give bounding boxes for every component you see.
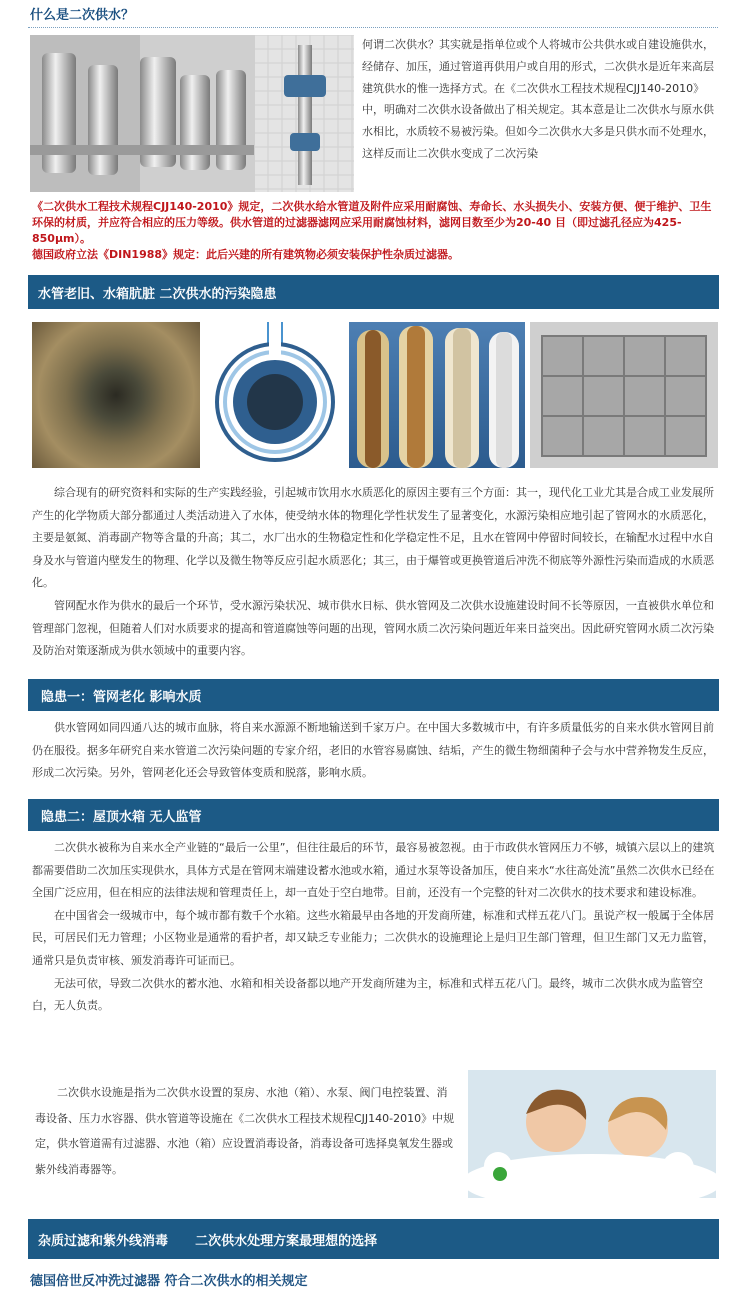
regulation-cjj140: 《二次供水工程技术规程CJJ140-2010》规定，二次供水给水管道及附件应采用耐腐蚀、寿命长、水头损失小、安装方便、便于维护、卫生环保的材质，并应符合相应的压力等级。供水管道的过滤器滤网应采用耐腐蚀材料，滤网目数至少为20-40 目（即过滤孔径应为425-850μm）。 bbox=[32, 200, 712, 245]
hazard-2-paragraph-2: 在中国省会一级城市中，每个城市都有数千个水箱。这些水箱最早由各地的开发商所建，标准和式样五花八门。虽说产权一般属于全体居民，可居民们无力管理；小区物业是通常的看护者，却又缺乏专业能力；二次供水的设施理论上是归卫生部门管理，但卫生部门又无力监管，通常只是负责审核、颁发消毒许可证而已。 bbox=[32, 908, 714, 967]
filter-subtitle: 德国倍世反冲洗过滤器 符合二次供水的相关规定 bbox=[30, 1274, 308, 1289]
hazard-2-title: 隐患二：屋顶水箱 无人监管 bbox=[41, 809, 202, 825]
pollution-causes-text bbox=[32, 482, 716, 663]
hazard-2-paragraph-1: 二次供水被称为自来水全产业链的“最后一公里”，但往往最后的环节，最容易被忽视。由于市政供水管网压力不够，城镇六层以上的建筑都需要借助二次加压实现供水，具体方式是在管网末端建设蓄水池或水箱，通过水泵等设备加压，使自来水“水往高处流”虽然二次供水已经在全国广泛应用，但在相应的法律法规和管理责任上，却一直处于空白地带。目前，还没有一个完整的针对二次供水的技术要求和建设标准。 bbox=[32, 841, 715, 900]
facilities-paragraph: 二次供水设施是指为二次供水设置的泵房、水池（箱）、水泵、阀门电控装置、消毒设备、压力水容器、供水管道等设施在《二次供水工程技术规程CJJ140-2010》中规定，供水管道需有过滤器、水池（箱）应设置消毒设备，消毒设备可选择臭氧发生器或紫外线消毒器等。 bbox=[35, 1086, 455, 1176]
rusted-pipes-illustration bbox=[349, 322, 525, 468]
hazard-2-text bbox=[32, 837, 716, 1018]
divider bbox=[28, 27, 718, 28]
section-bar-hazard-1 bbox=[28, 679, 719, 711]
pollution-causes-paragraph-1: 综合现有的研究资料和实际的生产实践经验，引起城市饮用水水质恶化的原因主要有三个方面：其一，现代化工业尤其是合成工业发展所产生的化学物质大部分都通过人类活动进入了水体，使受纳水体的物理化学性状发生了显著变化，水源污染相应地引起了管网水的水质恶化，主要是氨氮、消毒副产物等含量的升高；其二，水厂出水的生物稳定性和化学稳定性不足，且水在管网中停留时间较长，在输配水过程中水自身及水与管道内壁发生的物理、化学以及微生物等反应引起水质恶化；其三，由于爆管或更换管道后冲洗不彻底等外源性污染而造成的水质恶化。 bbox=[32, 486, 714, 590]
facilities-text bbox=[35, 1080, 455, 1182]
hazard-2-paragraph-3: 无法可依，导致二次供水的蓄水池、水箱和相关设备都以地产开发商所建为主，标准和式样五花八门。最终，城市二次供水成为监管空白，无人负责。 bbox=[32, 976, 703, 1013]
section-bar-solution bbox=[28, 1219, 719, 1259]
solution-bar-title: 杂质过滤和紫外线消毒 二次供水处理方案最理想的选择 bbox=[38, 1233, 378, 1249]
rusted-pipes-photo bbox=[349, 322, 525, 468]
regulation-din1988: 德国政府立法《DIN1988》规定：此后兴建的所有建筑物必须安装保护性杂质过滤器。 bbox=[32, 248, 460, 261]
pollution-causes-paragraph-2: 管网配水作为供水的最后一个环节，受水源污染状况、城市供水日标、供水管网及二次供水设施建设时间不长等原因，一直被供水单位和管理部门忽视，但随着人们对水质要求的提高和管道腐蚀等问题的出现，管网水质二次污染问题近年来日益突出。因此研究管网水质二次污染及防治对策逐渐成为供水领域中的重要内容。 bbox=[32, 598, 714, 658]
pipe-cross-section-diagram bbox=[205, 322, 345, 468]
section-title-what-is: 什么是二次供水？ bbox=[30, 8, 135, 23]
water-tank-illustration bbox=[530, 322, 718, 468]
intro-paragraph: 何谓二次供水？其实就是指单位或个人将城市公共供水或自建设施供水，经储存、加压，通过管道再供用户或自用的形式，二次供水是近年来高层建筑供水的惟一选择方式。在《二次供水工程技术规程CJJ140-2010》中，明确对二次供水设备做出了相关规定。其本意是让二次供水与原水供水相比，水质较不易被污染。但如今二次供水大多是只供水而不处理水，这样反而让二次供水变成了二次污染 bbox=[362, 38, 714, 160]
pipe-scale-diagram bbox=[205, 322, 345, 468]
children-bath-photo bbox=[468, 1070, 716, 1198]
section-bar-pollution-hazards bbox=[28, 275, 719, 309]
section-bar-label: 水管老旧、水箱肮脏 二次供水的污染隐患 bbox=[38, 286, 277, 302]
hazard-1-paragraph: 供水管网如同四通八达的城市血脉，将自来水源源不断地输送到千家万户。在中国大多数城市中，有许多质量低劣的自来水供水管网目前仍在服役。据多年研究自来水管道二次污染问题的专家介绍，老旧的水管容易腐蚀、结垢，产生的微生物细菌种子会与水中营养物发生反应，形成二次污染。另外，管网老化还会导致管体变质和脱落，影响水质。 bbox=[32, 721, 714, 780]
regulation-notes bbox=[32, 199, 722, 263]
hazard-1-title: 隐患一：管网老化 影响水质 bbox=[41, 689, 202, 705]
filter-equipment-photo bbox=[30, 35, 354, 192]
pipe-corrosion-photo bbox=[32, 322, 200, 468]
hazard-1-text bbox=[32, 717, 716, 785]
children-bath-illustration bbox=[468, 1070, 716, 1198]
section-bar-hazard-2 bbox=[28, 799, 719, 831]
filter-equipment-illustration bbox=[30, 35, 354, 192]
water-tank-photo bbox=[530, 322, 718, 468]
